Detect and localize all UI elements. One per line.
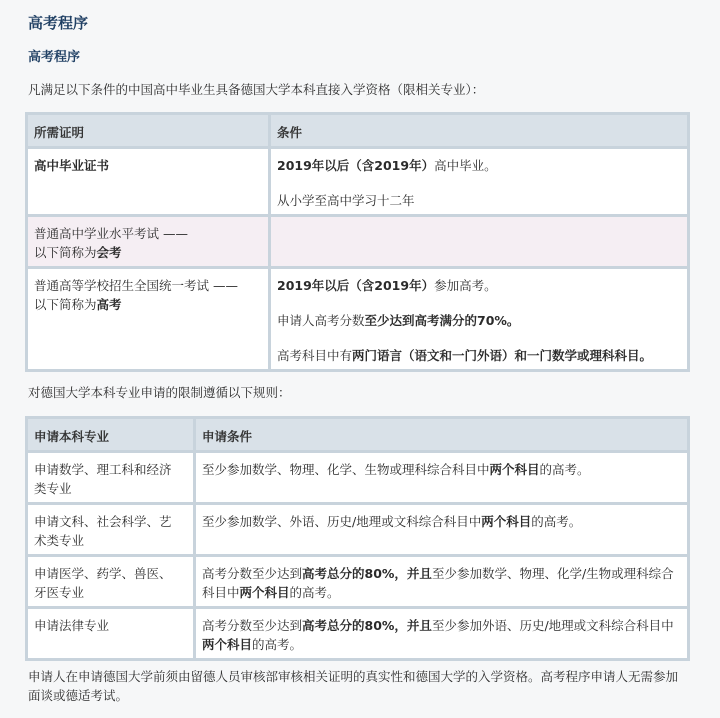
proof-text: 以下简称为 bbox=[34, 297, 97, 312]
requirement-cell bbox=[196, 557, 687, 606]
proof-cell bbox=[28, 217, 268, 266]
table-row bbox=[28, 557, 687, 606]
column-header: 所需证明 bbox=[28, 115, 268, 146]
condition-cell-empty bbox=[271, 217, 687, 266]
requirement-emphasis: 两个科目 bbox=[239, 585, 290, 600]
requirement-text: 高考分数至少达到 bbox=[202, 566, 303, 581]
condition-text: 从小学至高中学习十二年 bbox=[277, 193, 415, 208]
requirement-emphasis: 两个科目 bbox=[489, 462, 540, 477]
major-line: 牙医专业 bbox=[34, 585, 85, 600]
condition-text: 申请人高考分数 bbox=[277, 313, 365, 328]
requirement-emphasis: 高考总分的80%，并且 bbox=[302, 566, 432, 581]
major-cell bbox=[28, 505, 193, 554]
requirement-text: 的高考。 bbox=[289, 585, 340, 600]
requirement-text: 至少参加数学、外语、历史/地理或文科综合科目中 bbox=[202, 514, 482, 529]
condition-emphasis: 两门语言（语文和一门外语）和一门数学或理科科目。 bbox=[352, 348, 653, 363]
condition-cell bbox=[271, 269, 687, 369]
table-header-row bbox=[28, 115, 687, 146]
proof-cell bbox=[28, 269, 268, 369]
requirement-emphasis: 高考总分的80%，并且 bbox=[302, 618, 432, 633]
requirement-text: 的高考。 bbox=[252, 637, 303, 652]
proof-line: 普通高中学业水平考试 —— bbox=[34, 226, 188, 241]
table-row bbox=[28, 505, 687, 554]
condition-text: 高考科目中有 bbox=[277, 348, 353, 363]
requirement-cell bbox=[196, 453, 687, 502]
requirement-text: 的高考。 bbox=[539, 462, 590, 477]
column-header: 条件 bbox=[271, 115, 687, 146]
requirement-cell bbox=[196, 505, 687, 554]
condition-text: 高中毕业。 bbox=[434, 158, 497, 173]
requirement-text: 至少参加外语、历史/地理或文科综合科目中 bbox=[431, 618, 674, 633]
proof-text: 以下简称为 bbox=[34, 245, 97, 260]
intro-text: 凡满足以下条件的中国高中毕业生具备德国大学本科直接入学资格（限相关专业）： bbox=[28, 82, 485, 97]
proof-line bbox=[34, 295, 262, 314]
condition-line bbox=[277, 156, 681, 175]
column-header: 申请条件 bbox=[196, 419, 687, 450]
requirement-text: 至少参加数学、物理、化学/生物或理科综合科目中 bbox=[202, 566, 674, 600]
column-header: 申请本科专业 bbox=[28, 419, 193, 450]
proof-name: 高中毕业证书 bbox=[34, 158, 110, 173]
condition-emphasis: 2019年以后（含2019年） bbox=[277, 278, 435, 293]
requirement-emphasis: 两个科目 bbox=[202, 637, 253, 652]
major-cell bbox=[28, 557, 193, 606]
requirement-text: 的高考。 bbox=[531, 514, 582, 529]
proof-abbrev: 高考 bbox=[96, 297, 122, 312]
condition-line bbox=[277, 276, 681, 295]
major-cell bbox=[28, 453, 193, 502]
table-row bbox=[28, 149, 687, 214]
page-title: 高考程序 bbox=[28, 14, 89, 32]
proof-abbrev: 会考 bbox=[96, 245, 122, 260]
rules-intro-text: 对德国大学本科专业申请的限制遵循以下规则： bbox=[28, 385, 291, 400]
major-requirements-table bbox=[25, 416, 690, 661]
proof-cell bbox=[28, 149, 268, 214]
requirement-emphasis: 两个科目 bbox=[481, 514, 532, 529]
major-line: 类专业 bbox=[34, 481, 72, 496]
proof-line bbox=[34, 243, 262, 262]
requirement-text: 高考分数至少达到 bbox=[202, 618, 303, 633]
section-title: 高考程序 bbox=[28, 50, 81, 65]
table-row bbox=[28, 217, 687, 266]
footer-note: 申请人在申请德国大学前须由留德人员审核部审核相关证明的真实性和德国大学的入学资格。高考程序申请人无需参加面谈或德适考试。 bbox=[28, 669, 679, 703]
condition-text: 参加高考。 bbox=[434, 278, 497, 293]
major-line: 申请医学、药学、兽医、 bbox=[34, 566, 172, 581]
condition-emphasis: 2019年以后（含2019年） bbox=[277, 158, 435, 173]
condition-emphasis: 至少达到高考满分的70%。 bbox=[364, 313, 520, 328]
major-cell bbox=[28, 609, 193, 658]
major-line: 申请文科、社会科学、艺 bbox=[34, 514, 172, 529]
certificate-table bbox=[25, 112, 690, 372]
condition-line bbox=[277, 191, 681, 210]
major-line: 申请数学、理工科和经济 bbox=[34, 462, 172, 477]
condition-line bbox=[277, 311, 681, 330]
requirement-text: 至少参加数学、物理、化学、生物或理科综合科目中 bbox=[202, 462, 490, 477]
table-header-row bbox=[28, 419, 687, 450]
major-line: 术类专业 bbox=[34, 533, 85, 548]
condition-line bbox=[277, 346, 681, 365]
condition-cell bbox=[271, 149, 687, 214]
table-row bbox=[28, 609, 687, 658]
major-line: 申请法律专业 bbox=[34, 618, 110, 633]
requirement-cell bbox=[196, 609, 687, 658]
table-row bbox=[28, 269, 687, 369]
proof-line: 普通高等学校招生全国统一考试 —— bbox=[34, 278, 238, 293]
table-row bbox=[28, 453, 687, 502]
